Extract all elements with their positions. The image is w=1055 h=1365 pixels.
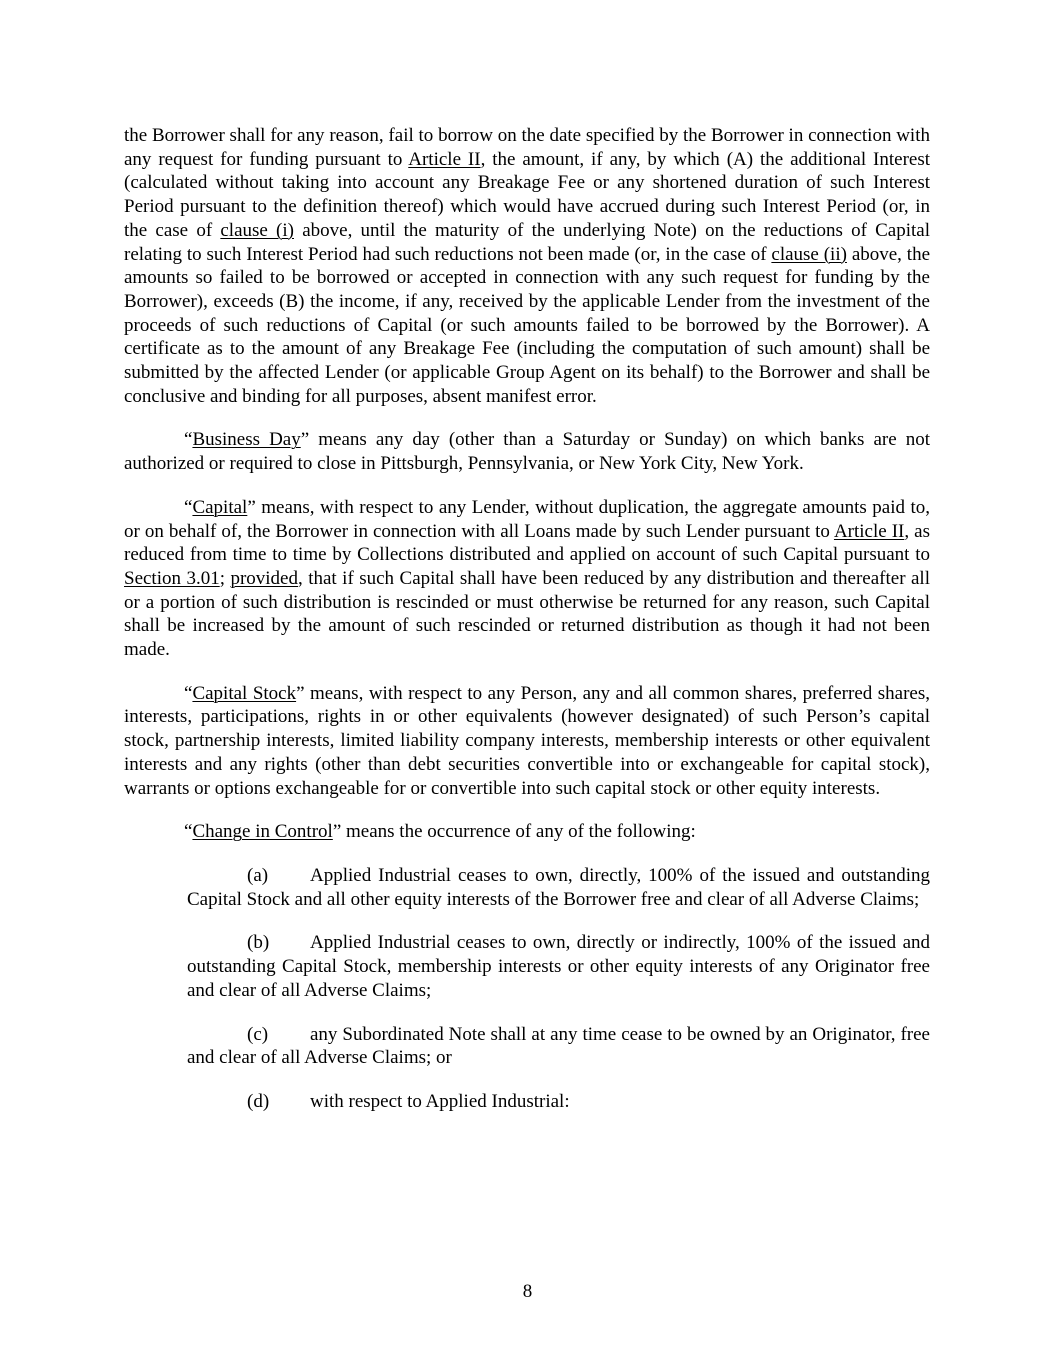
section-3-01-reference: Section 3.01 [124, 567, 220, 589]
capital-stock-definition [124, 682, 930, 801]
item-text: Applied Industrial ceases to own, directly or indirectly, 100% of the issued and outstanding Capital Stock, membership interests or other equity interests of any Originator free and clear of all Adverse Claims; [187, 932, 930, 1001]
definition-text: ” means any day (other than a Saturday or Sunday) on which banks are not authorized or required to close in Pittsburgh, Pennsylvania, or New York City, New York. [124, 429, 930, 475]
clause-i-reference: clause (i) [220, 219, 294, 241]
list-item-b [187, 931, 930, 1002]
open-quote: “ [184, 429, 193, 451]
definition-text: ; [219, 567, 231, 589]
breakage-fee-continuation-paragraph [124, 124, 930, 408]
definition-text: ” means, with respect to any Lender, without duplication, the aggregate amounts paid to, or on behalf of, the Borrower in connection with all Loans made by such Lender pursuant to [124, 496, 930, 542]
text-run: the Borrower shall for any reason, fail to borrow on the date specified by the Borrower in connection with any request for funding pursuant to [124, 125, 930, 170]
item-text: any Subordinated Note shall at any time cease to be owned by an Originator, free and clear of all Adverse Claims; or [187, 1023, 930, 1069]
text-run: above, the amounts so failed to be borrowed or accepted in connection with any such request for funding by the Borrower), exceeds (B) the income, if any, received by the applicable Lender from the investment of the proceeds of such reductions of Capital (or such amounts failed to be borrowed by the Borrower). A certificate as to the amount of any Breakage Fee (including the computation of such amount) shall be submitted by the affected Lender (or applicable Group Agent on its behalf) to the Borrower and shall be conclusive and binding for all purposes, absent manifest error. [124, 243, 931, 407]
list-item-a [187, 864, 930, 911]
text-run: , the amount, if any, by which (A) the additional Interest (calculated without taking into account any Breakage Fee or any shortened duration of such Interest Period pursuant to the definition thereof) which would have accrued during such Interest Period (or, in the case of [124, 148, 931, 241]
article-ii-reference: Article II [408, 148, 481, 170]
defined-term-capital-stock: Capital Stock [192, 682, 297, 704]
business-day-definition [124, 428, 930, 475]
change-in-control-definition [124, 820, 930, 844]
item-text: Applied Industrial ceases to own, directly, 100% of the issued and outstanding Capital Stock and all other equity interests of the Borrower free and clear of all Adverse Claims; [187, 864, 930, 910]
document-page [124, 124, 930, 1114]
article-ii-reference: Article II [833, 520, 905, 542]
list-item-c [187, 1023, 930, 1070]
provided-keyword: provided [230, 567, 298, 589]
item-label: (b) [247, 932, 270, 954]
clause-ii-reference: clause (ii) [771, 243, 847, 265]
item-label: (a) [247, 864, 269, 886]
defined-term-business-day: Business Day [192, 429, 301, 451]
definition-text: , as reduced from time to time by Collections distributed and applied on account of such Capital pursuant to [124, 520, 931, 566]
definition-text: , that if such Capital shall have been reduced by any distribution and thereafter all or a portion of such distribution is rescinded or must otherwise be returned for any reason, such Capital shall be increased by the amount of such rescinded or returned distribution as though it had not been made. [124, 567, 930, 661]
item-label: (d) [247, 1090, 270, 1112]
open-quote: “ [184, 821, 193, 843]
defined-term-capital: Capital [192, 496, 248, 518]
text-run: above, until the maturity of the underlying Note) on the reductions of Capital relating to such Interest Period had such reductions not been made (or, in the case of [124, 219, 931, 265]
item-text: with respect to Applied Industrial: [310, 1090, 570, 1112]
list-item-d [187, 1090, 930, 1114]
open-quote: “ [184, 682, 193, 704]
page-number: 8 [522, 1281, 533, 1302]
defined-term-change-in-control: Change in Control [192, 821, 333, 843]
open-quote: “ [184, 496, 193, 518]
definition-text: ” means, with respect to any Person, any and all common shares, preferred shares, interests, participations, rights in or other equivalents (however designated) of such Person’s capital stock, partnership interests, limited liability company interests, membership interests or other equivalent interests and any rights (other than debt securities convertible into or exchangeable for capital stock), warrants or options exchangeable for or convertible into such capital stock or other equity interests. [124, 682, 930, 799]
definition-text: ” means the occurrence of any of the following: [332, 821, 696, 843]
capital-definition [124, 496, 930, 662]
item-label: (c) [247, 1023, 269, 1045]
